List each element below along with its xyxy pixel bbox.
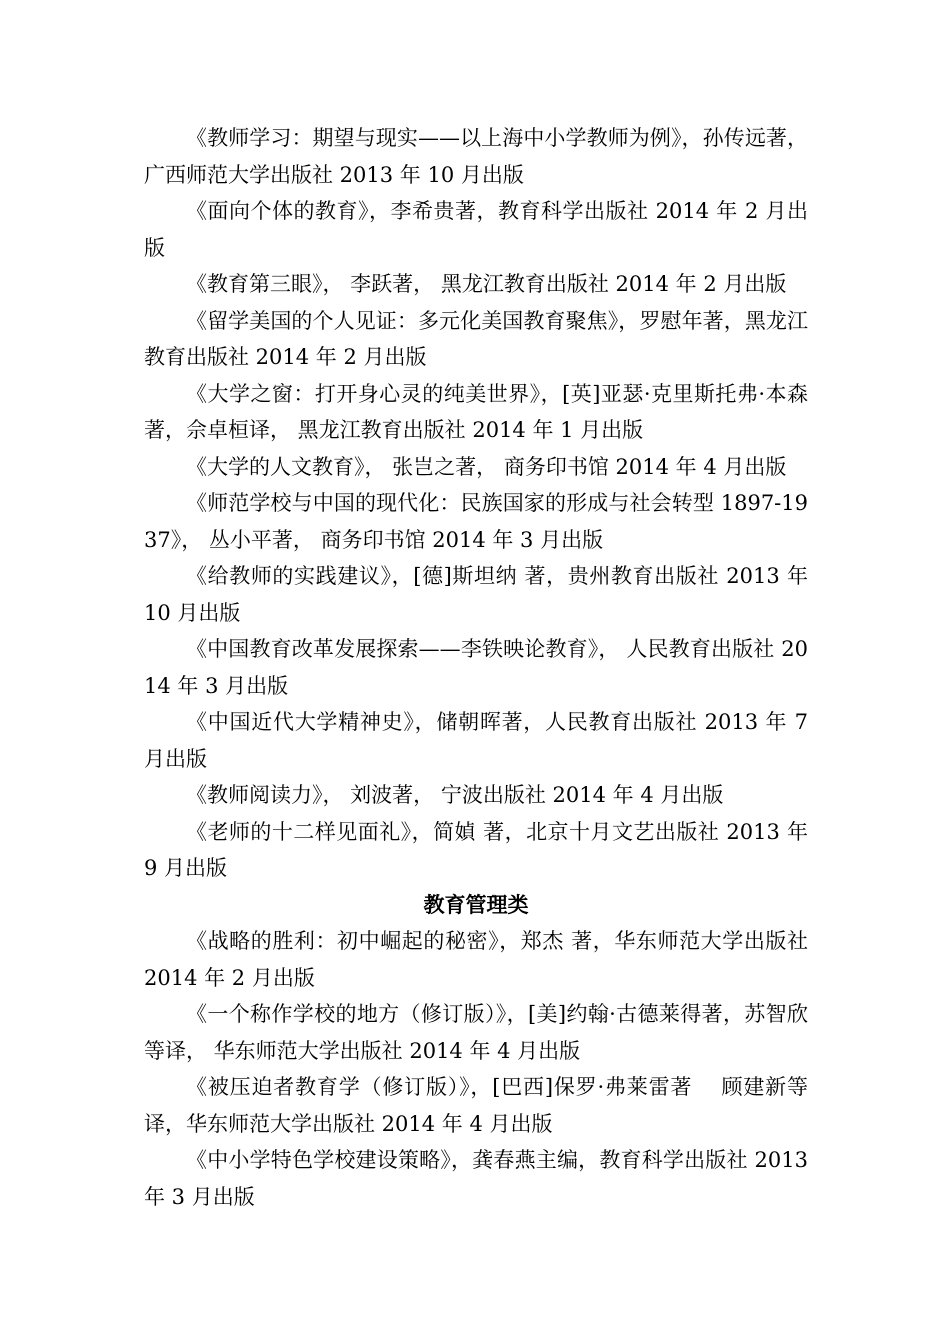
book-entry: 《大学的人文教育》， 张岂之著， 商务印书馆 2014 年 4 月出版 xyxy=(186,454,787,479)
book-entry: 《被压迫者教育学（修订版）》，[巴西]保罗·弗莱雷著 顾建新等译，华东师范大学出版社 2014 年 4 月出版 xyxy=(144,1075,808,1136)
book-entry: 《教育第三眼》， 李跃著， 黑龙江教育出版社 2014 年 2 月出版 xyxy=(186,272,787,296)
section-heading: 教育管理类 xyxy=(423,892,529,917)
book-entry: 《大学之窗：打开身心灵的纯美世界》，[英]亚瑟·克里斯托弗·本森著，佘卓桓译， 黑龙江教育出版社 2014 年 1 月出版 xyxy=(144,381,808,442)
document-body xyxy=(144,120,808,1215)
book-entry: 《战略的胜利：初中崛起的秘密》，郑杰 著，华东师范大学出版社 2014 年 2 月出版 xyxy=(144,929,808,990)
book-entry: 《一个称作学校的地方（修订版）》，[美]约翰·古德莱得著，苏智欣等译， 华东师范大学出版社 2014 年 4 月出版 xyxy=(144,1002,808,1063)
book-entry: 《师范学校与中国的现代化：民族国家的形成与社会转型 1897-1937》， 丛小平著， 商务印书馆 2014 年 3 月出版 xyxy=(144,491,808,552)
book-entry: 《中国教育改革发展探索——李铁映论教育》， 人民教育出版社 2014 年 3 月出版 xyxy=(144,637,808,698)
book-entry: 《留学美国的个人见证：多元化美国教育聚焦》，罗慰年著，黑龙江教育出版社 2014 年 2 月出版 xyxy=(144,308,808,369)
book-entry: 《教师学习：期望与现实——以上海中小学教师为例》，孙传远著，广西师范大学出版社 2013 年 10 月出版 xyxy=(144,126,808,187)
book-entry: 《面向个体的教育》，李希贵著，教育科学出版社 2014 年 2 月出版 xyxy=(144,199,808,260)
book-entry: 《中国近代大学精神史》，储朝晖著，人民教育出版社 2013 年 7 月出版 xyxy=(144,710,808,771)
book-entry: 《中小学特色学校建设策略》，龚春燕主编，教育科学出版社 2013 年 3 月出版 xyxy=(144,1148,808,1209)
book-entry: 《老师的十二样见面礼》，简媜 著，北京十月文艺出版社 2013 年 9 月出版 xyxy=(144,819,808,880)
book-entry: 《教师阅读力》， 刘波著， 宁波出版社 2014 年 4 月出版 xyxy=(186,783,724,807)
book-entry: 《给教师的实践建议》，[德]斯坦纳 著，贵州教育出版社 2013 年 10 月出版 xyxy=(144,564,808,625)
